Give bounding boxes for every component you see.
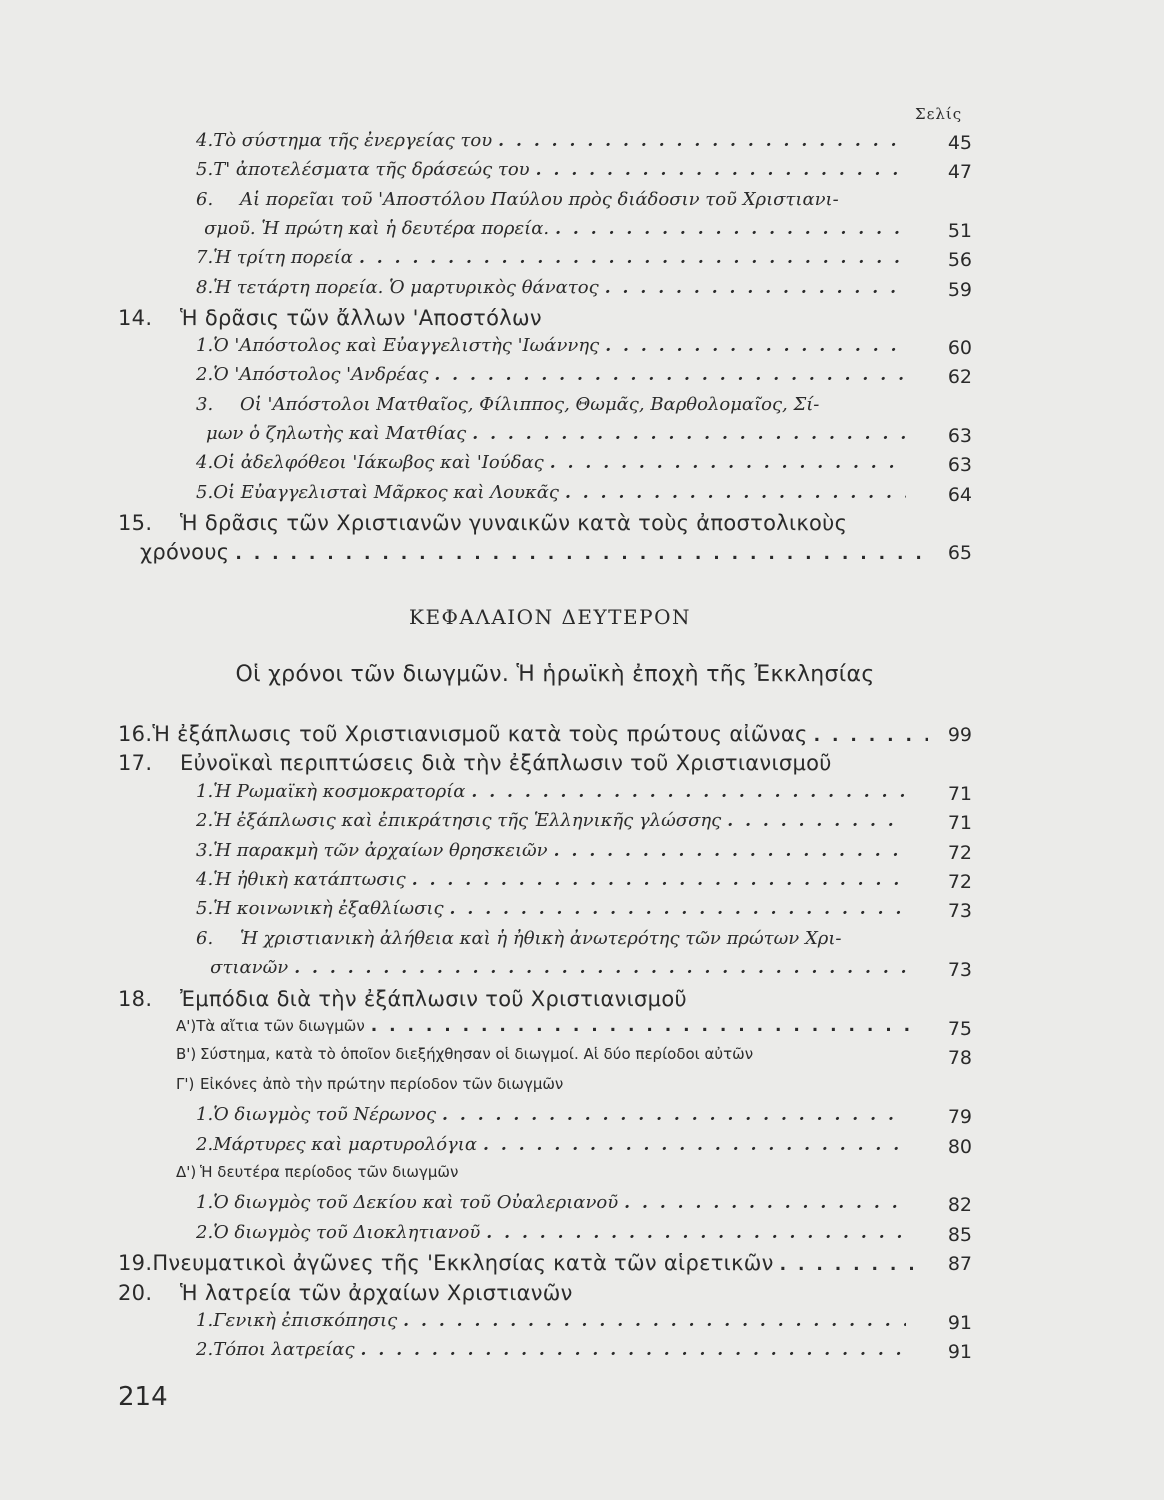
toc-entry-title: Πνευματικοὶ ἀγῶνες τῆς 'Εκκλησίας κατὰ τῶν αἱρετικῶν [152, 1251, 774, 1276]
dot-leader [477, 1135, 906, 1155]
toc-entry-number: 1. [196, 780, 214, 802]
toc-entry-page: 65 [947, 542, 972, 565]
toc-entry-title: Τὰ αἴτια τῶν διωγμῶν [196, 1017, 365, 1035]
toc-entry [196, 898, 906, 928]
toc-entry [196, 1310, 906, 1340]
toc-entry-title: Ἡ δρᾶσις τῶν ἄλλων 'Αποστόλων [180, 305, 542, 330]
toc-entry-number: Β') [176, 1045, 197, 1064]
dot-leader [599, 336, 906, 356]
toc-entry-title: Ἡ λατρεία τῶν ἀρχαίων Χριστιανῶν [180, 1280, 573, 1305]
chapter-subtitle: Οἱ χρόνοι τῶν διωγμῶν. Ἡ ἡρωϊκὴ ἐποχὴ τῆς Ἐκκλησίας [235, 662, 875, 687]
toc-entry [196, 247, 906, 277]
dot-leader [397, 1311, 906, 1331]
toc-entry-number: 3. [196, 393, 214, 415]
toc-entry-number: 15. [118, 510, 153, 535]
toc-entry [196, 957, 906, 987]
toc-entry-number: Α') [176, 1017, 197, 1035]
toc-entry-page: 63 [947, 425, 972, 447]
toc-entry-title: Ἡ τρίτη πορεία [213, 247, 353, 269]
toc-entry-title: Οἱ 'Απόστολοι Ματθαῖος, Φίλιππος, Θωμᾶς, Βαρθολομαῖος, Σί- [240, 393, 820, 415]
toc-entry-page: 91 [947, 1341, 972, 1364]
toc-entry-title: στιανῶν [210, 957, 289, 979]
toc-entry-number: 1. [196, 1104, 214, 1126]
toc-entry-title: Οἱ ἀδελφόθεοι 'Ιάκωβος καὶ 'Ιούδας [213, 452, 544, 474]
toc-entry [196, 781, 906, 811]
toc-entry-number: 14. [118, 305, 153, 330]
dot-leader [549, 219, 906, 239]
toc-entry-page: 72 [947, 841, 972, 864]
toc-entry-number: 2. [196, 810, 214, 832]
toc-entry [196, 1192, 906, 1222]
toc-entry [118, 306, 928, 336]
chapter-title: ΚΕΦΑΛΑΙΟΝ ΔΕΥΤΕΡΟΝ [409, 605, 691, 629]
toc-entry-page: 82 [947, 1194, 972, 1217]
toc-entry [196, 394, 906, 424]
toc-entry [118, 987, 928, 1017]
toc-entry [118, 722, 928, 752]
toc-entry-number: Δ') [176, 1163, 197, 1181]
toc-entry-page: 73 [947, 959, 972, 982]
page-column-header: Σελίς [915, 105, 963, 123]
dot-leader [365, 1016, 916, 1036]
toc-entry-number: Γ') [176, 1074, 195, 1093]
toc-entry [196, 1134, 906, 1164]
toc-entry-page: 79 [947, 1106, 972, 1129]
toc-entry-title: Ἡ χριστιανικὴ ἀλήθεια καὶ ἡ ἠθικὴ ἀνωτερότης τῶν πρώτων Χρι- [240, 927, 842, 949]
toc-entry [118, 540, 928, 570]
toc-entry-number: 1. [196, 1310, 214, 1331]
dot-leader [465, 782, 906, 802]
toc-entry-title: Ἡ ἠθικὴ κατάπτωσις [213, 869, 406, 890]
toc-entry [196, 1222, 906, 1252]
toc-entry-number: 4. [196, 130, 214, 151]
dot-leader [548, 841, 906, 861]
toc-entry-title: Εἰκόνες ἀπὸ τὴν πρώτην περίοδον τῶν διωγμῶν [200, 1074, 564, 1093]
toc-entry-page: 91 [947, 1312, 972, 1334]
toc-entry [196, 335, 906, 365]
toc-entry-number: 19. [118, 1251, 153, 1276]
toc-entry-number: 2. [196, 364, 214, 386]
dot-leader [428, 365, 906, 385]
toc-entry-number: 1. [196, 335, 214, 357]
toc-entry-title: Τόποι λατρείας [213, 1339, 355, 1361]
toc-entry [196, 277, 906, 307]
dot-leader [229, 544, 928, 564]
dot-leader [288, 958, 906, 978]
toc-entry-title: Ἡ παρακμὴ τῶν ἀρχαίων θρησκειῶν [213, 839, 548, 861]
toc-entry-title: Ὁ διωγμὸς τοῦ Δεκίου καὶ τοῦ Οὐαλεριανοῦ [213, 1192, 619, 1214]
toc-entry-title: σμοῦ. Ἡ πρώτη καὶ ἡ δευτέρα πορεία. [204, 217, 550, 239]
toc-entry-number: 6. [196, 188, 214, 210]
toc-entry-page: 78 [947, 1047, 972, 1070]
toc-entry [196, 1339, 906, 1369]
toc-entry-number: 20. [118, 1280, 153, 1305]
toc-entry [176, 1016, 916, 1046]
toc-entry [118, 511, 928, 541]
dot-leader [466, 424, 906, 444]
dot-leader [353, 248, 906, 268]
toc-entry-number: 5. [196, 159, 214, 181]
toc-entry-title: Ἡ τετάρτη πορεία. Ὁ μαρτυρικὸς θάνατος [213, 276, 599, 298]
dot-leader [492, 131, 906, 151]
toc-entry-title: Ὁ 'Απόστολος 'Ανδρέας [213, 364, 429, 386]
toc-entry-title: Αἱ πορεῖαι τοῦ 'Αποστόλου Παύλου πρὸς διάδοσιν τοῦ Χριστιανι- [240, 188, 839, 210]
toc-entry-number: 4. [196, 869, 214, 890]
toc-entry [196, 869, 906, 899]
toc-entry-number: 5. [196, 481, 214, 503]
toc-entry-number: 17. [118, 751, 153, 776]
toc-entry [196, 1104, 906, 1134]
toc-entry [196, 218, 906, 248]
page-number: 214 [118, 1382, 168, 1412]
toc-entry [118, 1281, 928, 1311]
dot-leader [530, 160, 906, 180]
toc-entry [196, 810, 906, 840]
toc-entry-page: 47 [947, 161, 972, 184]
toc-entry-title: Ἡ δευτέρα περίοδος τῶν διωγμῶν [200, 1163, 459, 1181]
toc-entry-page: 56 [947, 249, 972, 272]
toc-entry-title: Γενικὴ ἐπισκόπησις [213, 1310, 398, 1331]
toc-entry-title: Οἱ Εὐαγγελισταὶ Μᾶρκος καὶ Λουκᾶς [213, 481, 559, 503]
toc-entry-number: 2. [196, 1133, 214, 1155]
toc-entry [196, 423, 906, 453]
toc-entry-title: Σύστημα, κατὰ τὸ ὁποῖον διεξήχθησαν οἱ διωγμοί. Αἱ δύο περίοδοι αὐτῶν [200, 1045, 754, 1064]
toc-entry [176, 1163, 916, 1193]
toc-entry [196, 840, 906, 870]
toc-entry-title: Μάρτυρες καὶ μαρτυρολόγια [213, 1133, 478, 1155]
toc-entry-page: 73 [947, 900, 972, 923]
toc-entry-title: Ὁ διωγμὸς τοῦ Νέρωνος [213, 1104, 437, 1126]
toc-entry-number: 6. [196, 927, 214, 949]
dot-leader [480, 1223, 906, 1243]
toc-entry [196, 928, 906, 958]
toc-entry-number: 7. [196, 247, 214, 269]
toc-entry-page: 59 [947, 278, 972, 301]
toc-entry [176, 1045, 916, 1075]
toc-entry-title: Ἐμπόδια διὰ τὴν ἐξάπλωσιν τοῦ Χριστιανισμοῦ [180, 986, 687, 1011]
toc-entry-title: Ἡ ἐξάπλωσις τοῦ Χριστιανισμοῦ κατὰ τοὺς πρώτους αἰῶνας [152, 722, 808, 746]
toc-entry-title: Τὸ σύστημα τῆς ἐνεργείας του [213, 130, 493, 151]
toc-entry-page: 62 [947, 366, 972, 389]
toc-entry-page: 75 [947, 1018, 972, 1040]
toc-entry-page: 63 [947, 454, 972, 477]
toc-entry-number: 3. [196, 839, 214, 861]
toc-entry-page: 64 [947, 483, 972, 506]
toc-entry-page: 87 [947, 1253, 972, 1276]
toc-entry-page: 80 [947, 1135, 972, 1158]
toc-entry-number: 5. [196, 898, 214, 920]
toc-entry-page: 60 [947, 337, 972, 360]
toc-entry-title: μων ὁ ζηλωτὴς καὶ Ματθίας [206, 423, 467, 444]
toc-entry-title: Εὐνοϊκαὶ περιπτώσεις διὰ τὴν ἐξάπλωσιν τοῦ Χριστιανισμοῦ [180, 751, 832, 776]
dot-leader [559, 483, 906, 503]
toc-entry-number: 2. [196, 1221, 214, 1243]
dot-leader [808, 726, 928, 746]
toc-entry [196, 452, 906, 482]
toc-entry-page: 71 [947, 782, 972, 805]
toc-entry-number: 8. [196, 276, 214, 298]
dot-leader [406, 870, 906, 890]
toc-entry [196, 364, 906, 394]
toc-entry-page: 45 [947, 132, 972, 154]
toc-entry [196, 130, 906, 160]
toc-entry [196, 482, 906, 512]
toc-entry-title: Τ' ἀποτελέσματα τῆς δράσεώς του [213, 159, 530, 181]
toc-entry [118, 1251, 928, 1281]
toc-entry-title: Ὁ διωγμὸς τοῦ Διοκλητιανοῦ [213, 1221, 481, 1243]
toc-entry-title: Ἡ κοινωνικὴ ἐξαθλίωσις [213, 898, 444, 920]
toc-entry [196, 159, 906, 189]
toc-entry-page: 99 [947, 724, 972, 746]
toc-entry-title: Ὁ 'Απόστολος καὶ Εὐαγγελιστὴς 'Ιωάννης [213, 335, 600, 357]
toc-entry-number: 4. [196, 452, 214, 474]
dot-leader [544, 453, 906, 473]
dot-leader [721, 811, 906, 831]
toc-entry-number: 1. [196, 1192, 214, 1214]
toc-entry-number: 2. [196, 1339, 214, 1361]
dot-leader [618, 1193, 906, 1213]
toc-entry-page: 71 [947, 812, 972, 835]
dot-leader [444, 899, 906, 919]
dot-leader [436, 1105, 906, 1125]
dot-leader [355, 1340, 906, 1360]
toc-entry-page: 51 [947, 219, 972, 242]
toc-entry-title: Ἡ ἐξάπλωσις καὶ ἐπικράτησις τῆς Ἑλληνικῆς γλώσσης [213, 810, 722, 832]
toc-entry-title: χρόνους [139, 540, 230, 565]
toc-entry-page: 85 [947, 1223, 972, 1246]
toc-entry-title: Ἡ δρᾶσις τῶν Χριστιανῶν γυναικῶν κατὰ τοὺς ἀποστολικοὺς [180, 510, 848, 535]
toc-entry-number: 18. [118, 986, 153, 1011]
toc-entry [196, 189, 906, 219]
toc-entry [118, 751, 928, 781]
toc-entry [176, 1075, 916, 1105]
dot-leader [774, 1255, 928, 1275]
toc-entry-page: 72 [947, 871, 972, 893]
toc-entry-title: Ἡ Ρωμαϊκὴ κοσμοκρατορία [213, 780, 466, 802]
dot-leader [599, 278, 906, 298]
toc-entry-number: 16. [118, 722, 153, 746]
